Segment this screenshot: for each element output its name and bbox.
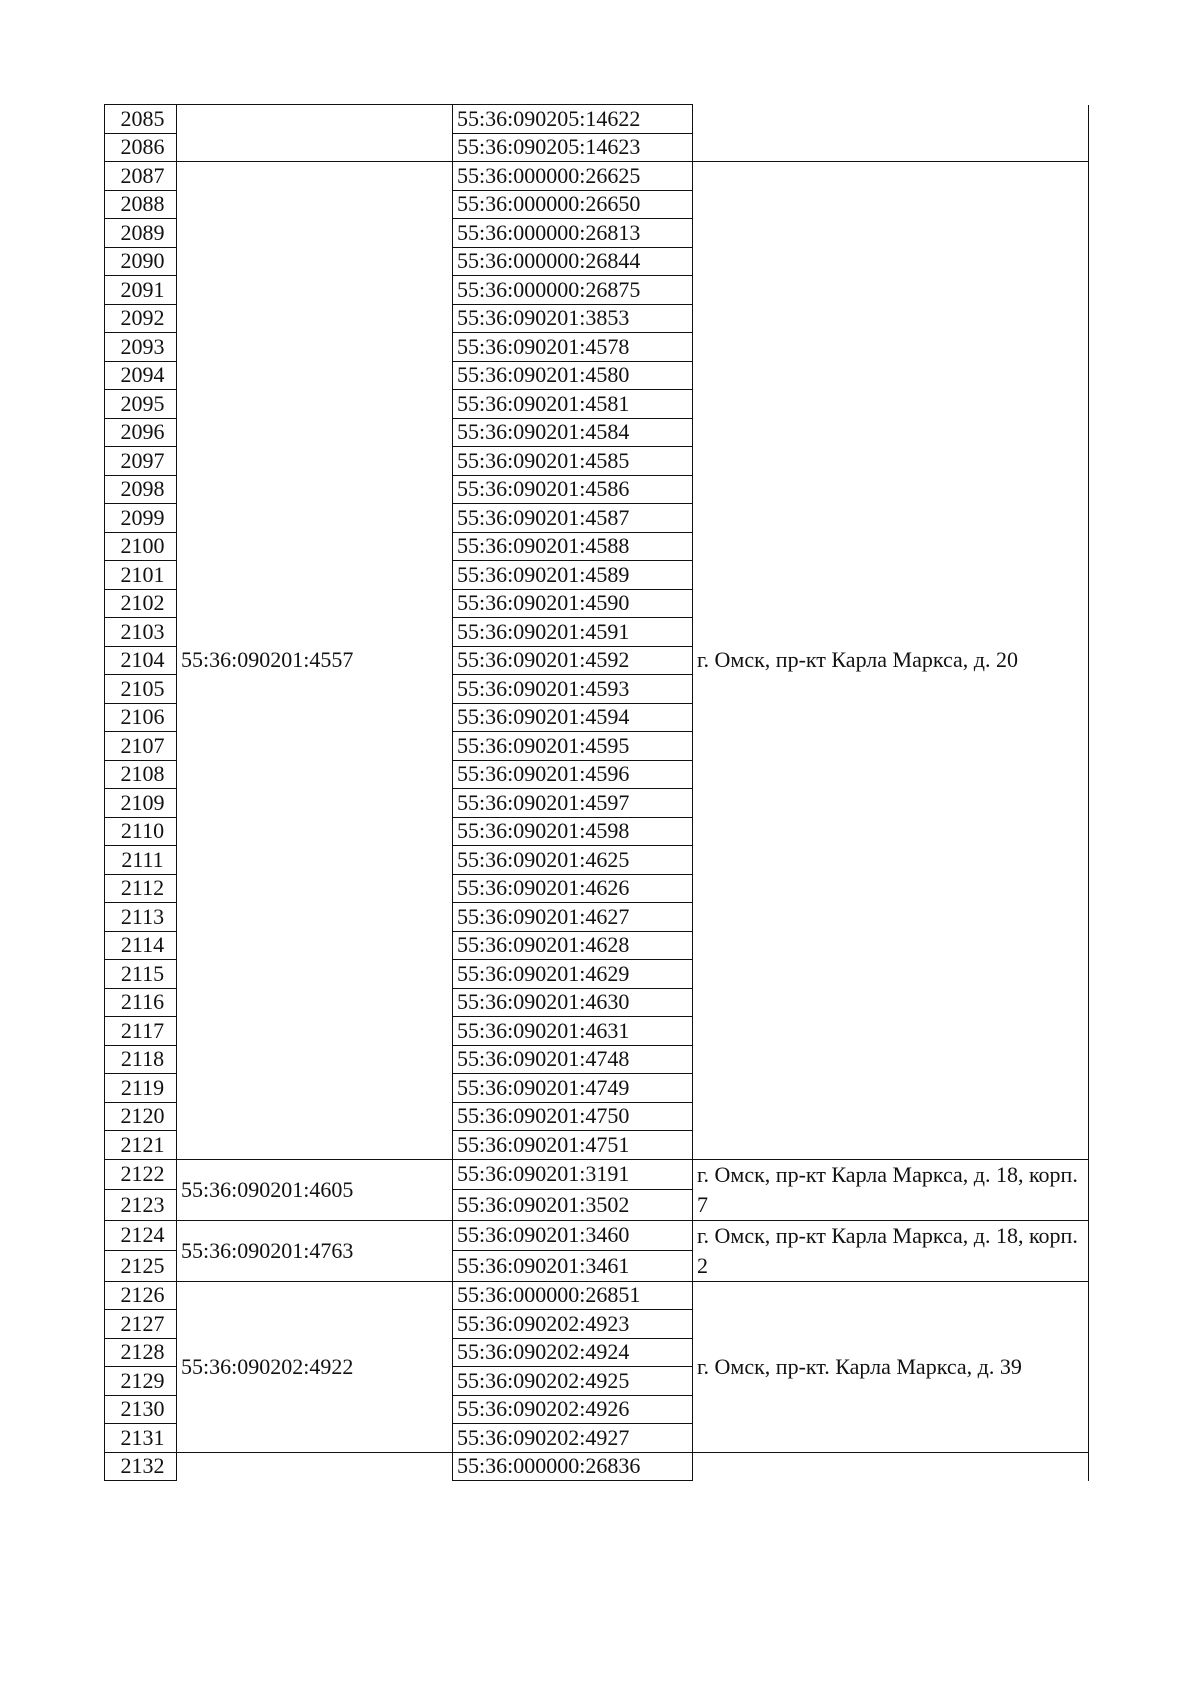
row-number: 2130	[105, 1395, 177, 1424]
row-number: 2126	[105, 1281, 177, 1310]
parcel-cadastral-number: 55:36:090201:4763	[177, 1220, 453, 1281]
row-number: 2131	[105, 1424, 177, 1453]
row-number: 2106	[105, 703, 177, 732]
row-number: 2091	[105, 276, 177, 305]
row-number: 2085	[105, 105, 177, 134]
row-number: 2086	[105, 133, 177, 162]
row-number: 2111	[105, 846, 177, 875]
object-cadastral-number: 55:36:090201:4594	[453, 703, 693, 732]
row-number: 2123	[105, 1190, 177, 1221]
table-row	[105, 105, 1089, 134]
object-cadastral-number: 55:36:090201:4588	[453, 532, 693, 561]
row-number: 2110	[105, 817, 177, 846]
row-number: 2121	[105, 1131, 177, 1160]
object-cadastral-number: 55:36:090201:4586	[453, 475, 693, 504]
row-number: 2115	[105, 960, 177, 989]
object-cadastral-number: 55:36:090201:4598	[453, 817, 693, 846]
row-number: 2094	[105, 361, 177, 390]
object-cadastral-number: 55:36:090201:3461	[453, 1251, 693, 1282]
row-number: 2128	[105, 1338, 177, 1367]
row-number: 2096	[105, 418, 177, 447]
row-number: 2116	[105, 988, 177, 1017]
row-number: 2089	[105, 219, 177, 248]
object-cadastral-number: 55:36:090202:4924	[453, 1338, 693, 1367]
table-row	[105, 1452, 1089, 1481]
table-row	[105, 1281, 1089, 1310]
row-number: 2105	[105, 675, 177, 704]
parcel-cadastral-number: 55:36:090201:4605	[177, 1159, 453, 1220]
object-cadastral-number: 55:36:000000:26844	[453, 247, 693, 276]
object-cadastral-number: 55:36:090201:4751	[453, 1131, 693, 1160]
object-cadastral-number: 55:36:090201:4589	[453, 561, 693, 590]
row-number: 2088	[105, 190, 177, 219]
row-number: 2125	[105, 1251, 177, 1282]
row-number: 2117	[105, 1017, 177, 1046]
object-cadastral-number: 55:36:090201:4593	[453, 675, 693, 704]
object-cadastral-number: 55:36:090201:4590	[453, 589, 693, 618]
object-cadastral-number: 55:36:000000:26851	[453, 1281, 693, 1310]
row-number: 2104	[105, 646, 177, 675]
object-cadastral-number: 55:36:090201:4597	[453, 789, 693, 818]
row-number: 2100	[105, 532, 177, 561]
object-cadastral-number: 55:36:090201:4578	[453, 333, 693, 362]
row-number: 2107	[105, 732, 177, 761]
object-cadastral-number: 55:36:090201:4592	[453, 646, 693, 675]
row-number: 2099	[105, 504, 177, 533]
object-cadastral-number: 55:36:090201:4628	[453, 931, 693, 960]
object-cadastral-number: 55:36:000000:26813	[453, 219, 693, 248]
object-cadastral-number: 55:36:000000:26625	[453, 162, 693, 191]
object-cadastral-number: 55:36:090201:4591	[453, 618, 693, 647]
row-number: 2108	[105, 760, 177, 789]
object-cadastral-number: 55:36:090201:4629	[453, 960, 693, 989]
object-address: г. Омск, пр-кт Карла Маркса, д. 20	[693, 162, 1089, 1160]
row-number: 2124	[105, 1220, 177, 1251]
object-cadastral-number: 55:36:090201:4581	[453, 390, 693, 419]
object-cadastral-number: 55:36:090201:3853	[453, 304, 693, 333]
row-number: 2122	[105, 1159, 177, 1190]
row-number: 2098	[105, 475, 177, 504]
row-number: 2120	[105, 1102, 177, 1131]
row-number: 2114	[105, 931, 177, 960]
object-cadastral-number: 55:36:090201:4630	[453, 988, 693, 1017]
table-row	[105, 162, 1089, 191]
object-cadastral-number: 55:36:090202:4923	[453, 1310, 693, 1339]
registry-table	[104, 104, 1089, 1481]
row-number: 2127	[105, 1310, 177, 1339]
row-number: 2103	[105, 618, 177, 647]
row-number: 2109	[105, 789, 177, 818]
object-cadastral-number: 55:36:090201:4749	[453, 1074, 693, 1103]
object-cadastral-number: 55:36:090201:4626	[453, 874, 693, 903]
object-cadastral-number: 55:36:090201:4584	[453, 418, 693, 447]
object-cadastral-number: 55:36:090201:3460	[453, 1220, 693, 1251]
object-cadastral-number: 55:36:090205:14622	[453, 105, 693, 134]
object-cadastral-number: 55:36:000000:26650	[453, 190, 693, 219]
row-number: 2129	[105, 1367, 177, 1396]
row-number: 2118	[105, 1045, 177, 1074]
parcel-cell-empty	[177, 1452, 453, 1481]
object-cadastral-number: 55:36:090202:4926	[453, 1395, 693, 1424]
row-number: 2093	[105, 333, 177, 362]
address-cell-empty	[693, 105, 1089, 162]
object-cadastral-number: 55:36:090201:4587	[453, 504, 693, 533]
parcel-cadastral-number: 55:36:090201:4557	[177, 162, 453, 1160]
object-cadastral-number: 55:36:090201:4580	[453, 361, 693, 390]
row-number: 2102	[105, 589, 177, 618]
row-number: 2090	[105, 247, 177, 276]
parcel-cell-empty	[177, 105, 453, 162]
object-address: г. Омск, пр-кт Карла Маркса, д. 18, корп. 2	[693, 1220, 1089, 1281]
object-cadastral-number: 55:36:090201:4596	[453, 760, 693, 789]
row-number: 2101	[105, 561, 177, 590]
object-cadastral-number: 55:36:090201:4631	[453, 1017, 693, 1046]
object-cadastral-number: 55:36:090201:3191	[453, 1159, 693, 1190]
table-row	[105, 1220, 1089, 1251]
object-cadastral-number: 55:36:090201:4595	[453, 732, 693, 761]
object-cadastral-number: 55:36:090202:4925	[453, 1367, 693, 1396]
row-number: 2119	[105, 1074, 177, 1103]
table-row	[105, 1159, 1089, 1190]
object-cadastral-number: 55:36:090201:4585	[453, 447, 693, 476]
object-cadastral-number: 55:36:090201:4627	[453, 903, 693, 932]
row-number: 2097	[105, 447, 177, 476]
object-cadastral-number: 55:36:090201:4750	[453, 1102, 693, 1131]
object-cadastral-number: 55:36:000000:26875	[453, 276, 693, 305]
row-number: 2087	[105, 162, 177, 191]
object-cadastral-number: 55:36:090205:14623	[453, 133, 693, 162]
object-address: г. Омск, пр-кт Карла Маркса, д. 18, корп. 7	[693, 1159, 1089, 1220]
row-number: 2113	[105, 903, 177, 932]
object-cadastral-number: 55:36:000000:26836	[453, 1452, 693, 1481]
row-number: 2132	[105, 1452, 177, 1481]
address-cell-empty	[693, 1452, 1089, 1481]
object-cadastral-number: 55:36:090201:4748	[453, 1045, 693, 1074]
object-cadastral-number: 55:36:090202:4927	[453, 1424, 693, 1453]
row-number: 2095	[105, 390, 177, 419]
object-address: г. Омск, пр-кт. Карла Маркса, д. 39	[693, 1281, 1089, 1452]
row-number: 2092	[105, 304, 177, 333]
parcel-cadastral-number: 55:36:090202:4922	[177, 1281, 453, 1452]
object-cadastral-number: 55:36:090201:4625	[453, 846, 693, 875]
object-cadastral-number: 55:36:090201:3502	[453, 1190, 693, 1221]
row-number: 2112	[105, 874, 177, 903]
